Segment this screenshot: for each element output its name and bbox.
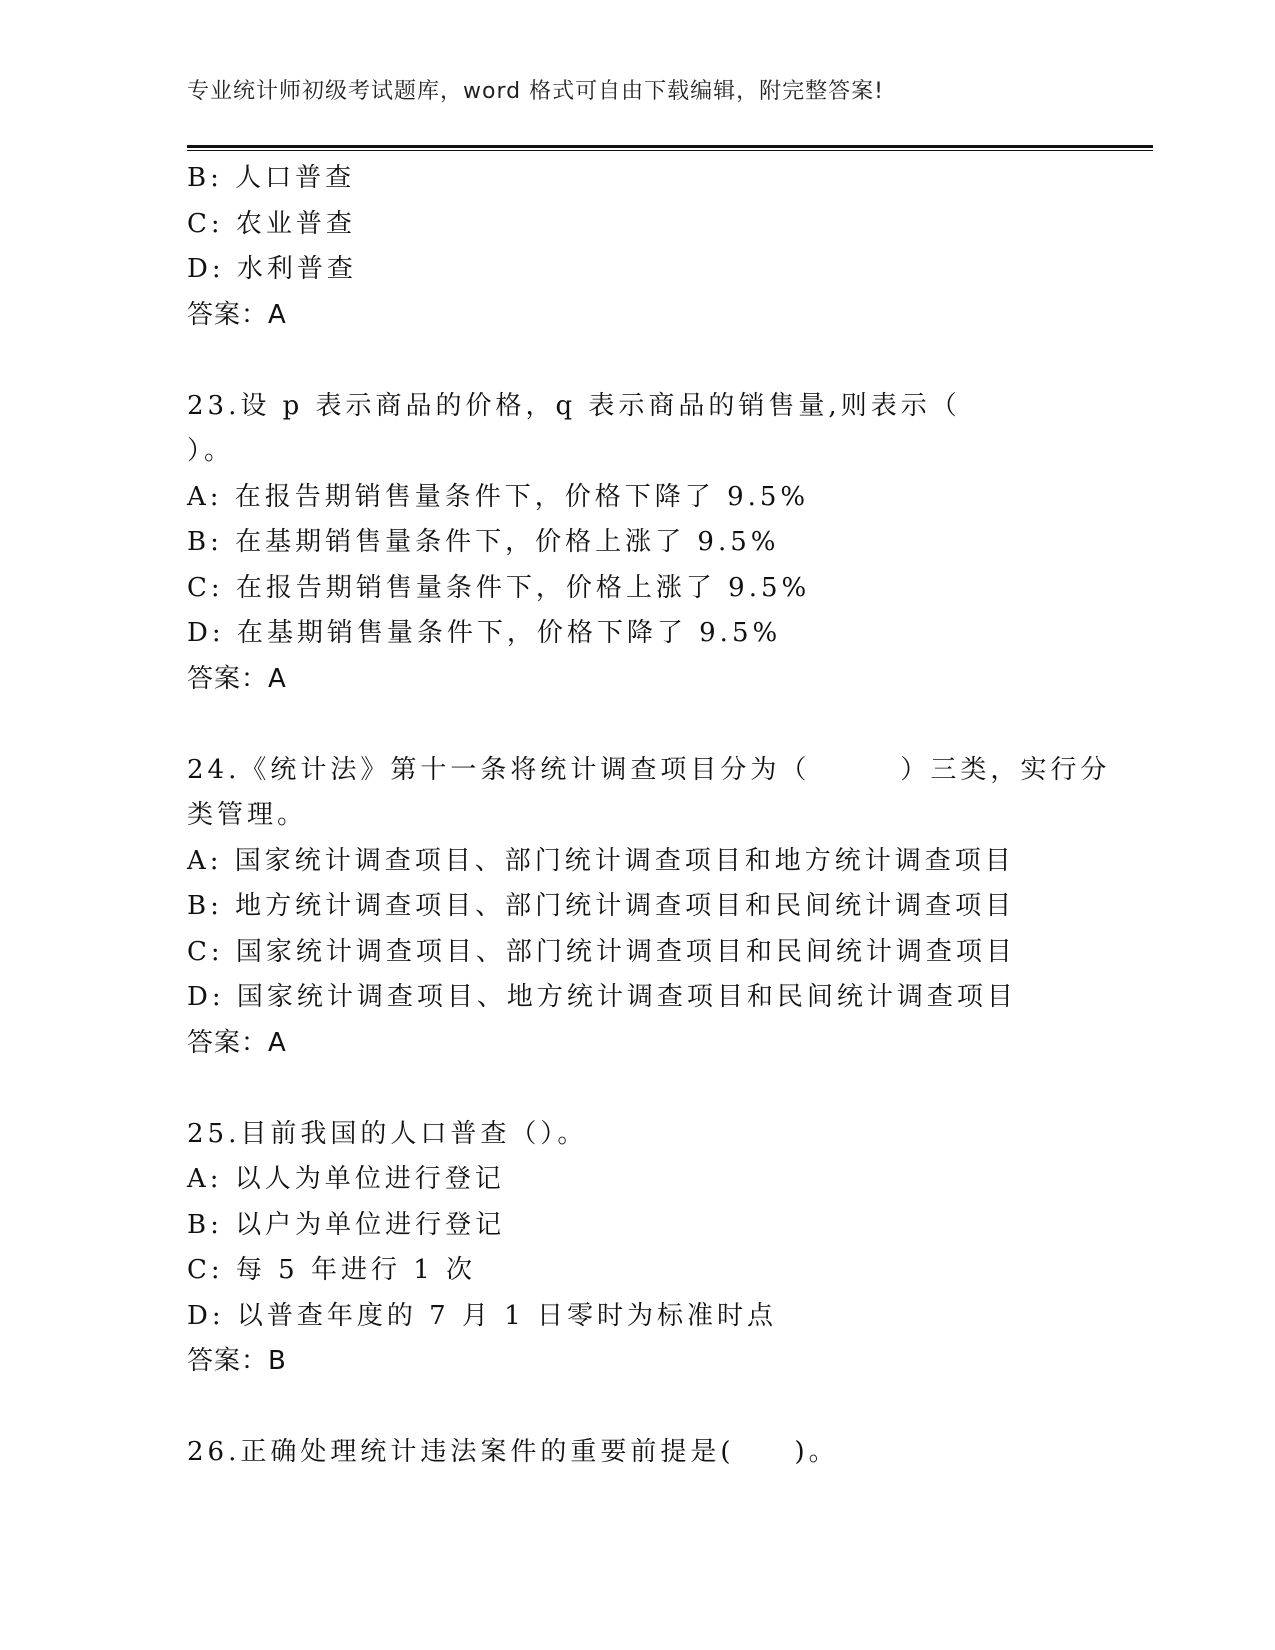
block-gap — [187, 338, 1087, 384]
question-block — [187, 384, 1087, 703]
question-line: D: 水利普查 — [187, 254, 357, 284]
question-line: B: 地方统计调查项目、部门统计调查项目和民间统计调查项目 — [187, 891, 1016, 921]
header-rule — [187, 145, 1153, 151]
answer-line: 答案：B — [187, 1346, 287, 1376]
question-line: 类管理。 — [187, 800, 308, 830]
question-line: 25.目前我国的人口普查（）。 — [187, 1118, 588, 1149]
question-line: C: 国家统计调查项目、部门统计调查项目和民间统计调查项目 — [187, 936, 1016, 967]
block-gap — [187, 1385, 1087, 1431]
question-line: A: 以人为单位进行登记 — [187, 1164, 505, 1194]
question-block — [187, 1430, 1087, 1476]
question-block — [187, 1112, 1087, 1385]
question-line: 24.《统计法》第十一条将统计调查项目分为（ ）三类，实行分 — [187, 754, 1111, 785]
question-line: B: 在基期销售量条件下，价格上涨了 9.5% — [187, 527, 780, 557]
question-block — [187, 156, 1087, 338]
question-line: C: 农业普查 — [187, 208, 356, 239]
question-line: B: 以户为单位进行登记 — [187, 1209, 506, 1240]
question-line: D: 在基期销售量条件下，价格下降了 9.5% — [187, 618, 782, 648]
answer-line: 答案：A — [187, 663, 287, 694]
question-line: 23.设 p 表示商品的价格，q 表示商品的销售量,则表示（ — [187, 390, 961, 421]
question-line: D: 以普查年度的 7 月 1 日零时为标准时点 — [187, 1300, 778, 1331]
block-gap — [187, 1066, 1087, 1112]
answer-line: 答案：A — [187, 1027, 287, 1058]
page-header: 专业统计师初级考试题库，word 格式可自由下载编辑，附完整答案! — [187, 79, 884, 104]
question-line: ）。 — [187, 436, 235, 466]
answer-line: 答案：A — [187, 299, 287, 330]
question-line: A: 国家统计调查项目、部门统计调查项目和地方统计调查项目 — [187, 845, 1015, 876]
question-block — [187, 748, 1111, 1067]
question-line: 26.正确处理统计违法案件的重要前提是( )。 — [187, 1437, 839, 1467]
question-line: C: 在报告期销售量条件下，价格上涨了 9.5% — [187, 572, 811, 603]
question-line: A: 在报告期销售量条件下，价格下降了 9.5% — [187, 481, 810, 512]
block-gap — [187, 702, 1087, 748]
question-line: B: 人口普查 — [187, 163, 356, 193]
question-line: C: 每 5 年进行 1 次 — [187, 1255, 477, 1285]
question-line: D: 国家统计调查项目、地方统计调查项目和民间统计调查项目 — [187, 982, 1017, 1012]
question-list — [187, 156, 1111, 1476]
